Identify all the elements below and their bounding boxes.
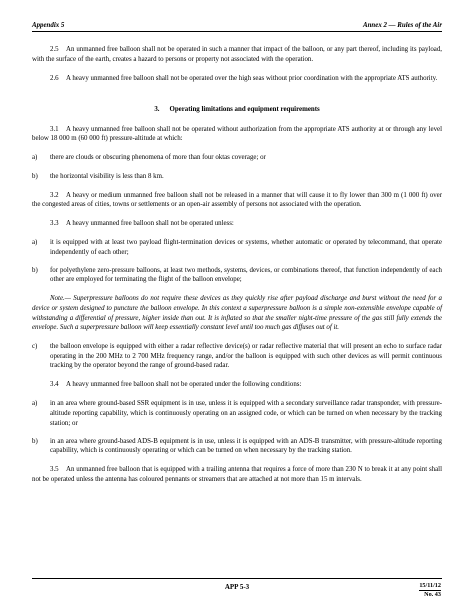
footer-amendment	[419, 582, 441, 598]
footer-date: 15/11/12	[419, 582, 441, 589]
paragraph-2-6: 2.6 A heavy unmanned free balloon shall not be operated over the high seas without prior coordination with the appropriate ATS authority.	[50, 74, 438, 82]
header-right: Annex 2 — Rules of the Air	[363, 22, 442, 29]
header-left: Appendix 5	[32, 22, 65, 29]
paragraph-3-2: 3.2 A heavy or medium unmanned free balloon shall not be released in a manner that will cause it to fly lower than 300 m (1 000 ft) over the congested areas of cities, towns or settlements or an open-air assembly of persons not associated with the operation.	[32, 191, 442, 209]
footer-rule	[32, 578, 442, 579]
list-item-3-1-a: a) there are clouds or obscuring phenomena of more than four oktas coverage; or	[32, 154, 266, 162]
section-number: 3.	[154, 106, 160, 114]
paragraph-3-1: 3.1 A heavy unmanned free balloon shall not be operated without authorization from the appropriate ATS authority at or through any level below 18 000 m (60 000 ft) pressure-altitude at which:	[32, 125, 442, 143]
paragraph-3-4: 3.4 A heavy unmanned free balloon shall not be operated under the following conditions:	[50, 381, 302, 389]
header-rule	[32, 31, 442, 32]
note-paragraph: Note.— Superpressure balloons do not require these devices as they quickly rise after payload discharge and burst without the need for a device or system designed to puncture the balloon envelope. In this context a superpressure balloon is a simple non-extensible envelope capable of withstanding a differential of pressure, higher inside than out. It is inflated so that the smaller night-time pressure of the gas still fully extends the envelope. Such a superpressure balloon will keep essentially constant level until too much gas diffuses out of it.	[32, 295, 442, 332]
footer-number: No. 43	[424, 590, 441, 598]
page-number: APP 5-3	[224, 583, 250, 591]
body-content	[32, 45, 442, 494]
list-item-3-3-a: a) it is equipped with at least two payload flight-termination devices or systems, whether automatic or operated by telecommand, that operate independently of each other;	[32, 239, 442, 256]
paragraph-2-5: 2.5 An unmanned free balloon shall not be operated in such a manner that impact of the balloon, or any part thereof, including its payload, with the surface of the earth, creates a hazard to persons or property not associated with the operation.	[32, 46, 442, 63]
section-title	[32, 105, 442, 115]
section-heading: Operating limitations and equipment requirements	[169, 106, 320, 114]
list-item-3-3-b: b) for polyethylene zero-pressure balloons, at least two methods, systems, devices, or combinations thereof, that function independently of each other are employed for terminating the flight of the balloon envelope;	[32, 266, 442, 284]
list-item-3-3-c: c) the balloon envelope is equipped with either a radar reflective device(s) or radar reflective material that will present an echo to surface radar operating in the 200 MHz to 2 700 MHz frequency range, and/or the balloon is equipped with such other devices as will permit continuous tracking by the operator beyond the range of ground-based radar.	[32, 343, 442, 370]
running-header	[32, 22, 442, 29]
list-item-3-1-b: b) the horizontal visibility is less than 8 km.	[32, 172, 164, 180]
paragraph-3-3: 3.3 A heavy unmanned free balloon shall not be operated unless:	[50, 220, 234, 228]
list-item-3-4-b: b) in an area where ground-based ADS-B equipment is in use, unless it is equipped with an ADS-B transmitter, with pressure-altitude reporting capability, which is continuously operating or which can be turned on when necessary by the tracking station.	[32, 437, 442, 455]
list-item-3-4-a: a) in an area where ground-based SSR equipment is in use, unless it is equipped with a secondary surveillance radar transponder, with pressure-altitude reporting capability, which is continuously operating on an assigned code, or which can be turned on when necessary by the tracking station; or	[32, 400, 442, 427]
paragraph-3-5: 3.5 An unmanned free balloon that is equipped with a trailing antenna that requires a force of more than 230 N to break it at any point shall not be operated unless the antenna has coloured pennants or streamers that are attached at not more than 15 m intervals.	[32, 466, 442, 483]
